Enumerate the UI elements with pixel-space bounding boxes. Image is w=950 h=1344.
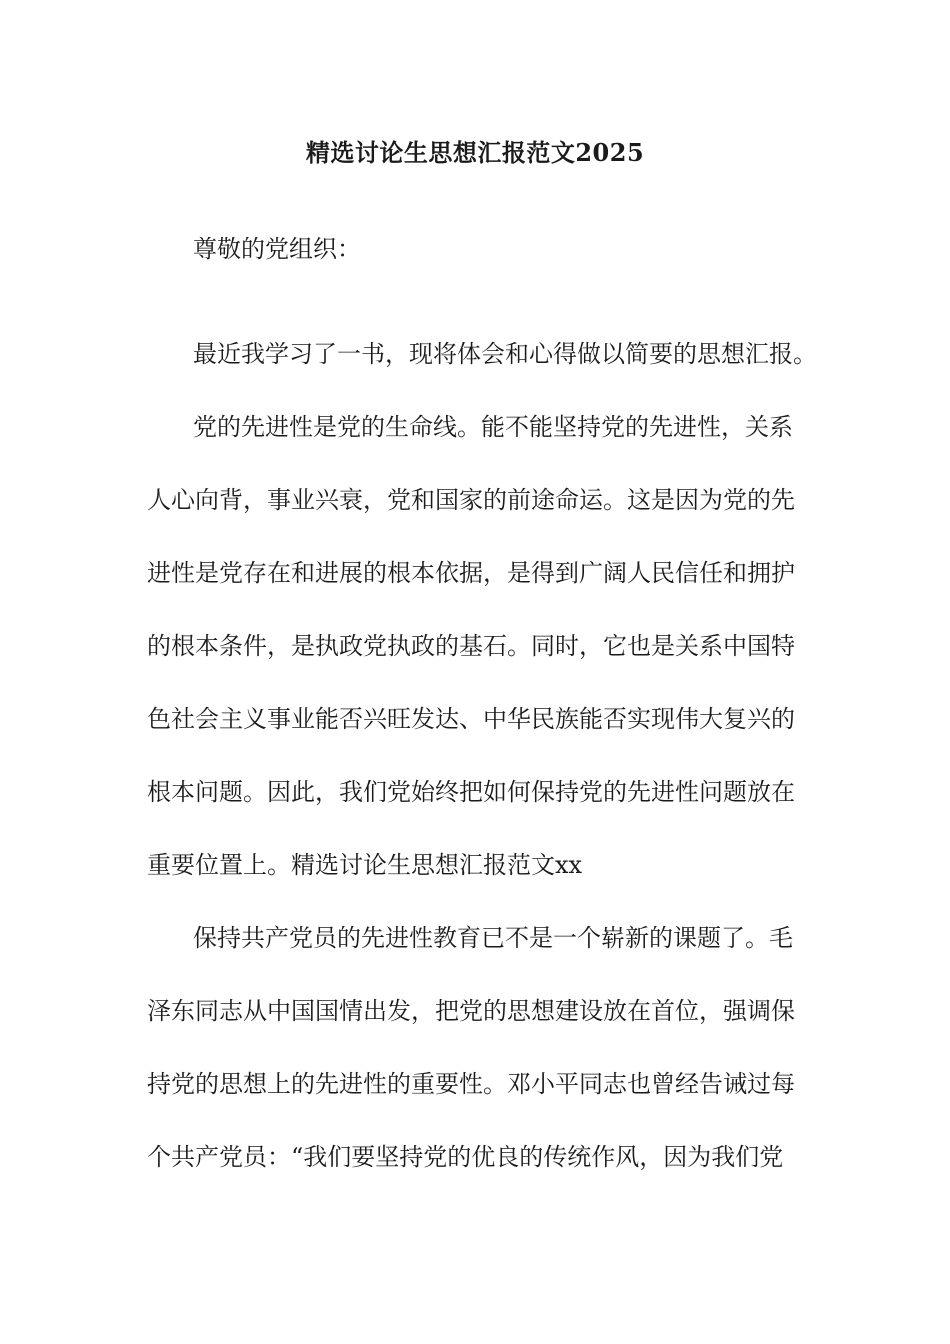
paragraph-2-line-4: 的根本条件，是执政党执政的基石。同时，它也是关系中国特 <box>147 632 795 660</box>
paragraph-2-line-3: 进性是党存在和进展的根本依据，是得到广阔人民信任和拥护 <box>147 559 795 587</box>
paragraph-3-line-3: 持党的思想上的先进性的重要性。邓小平同志也曾经告诫过每 <box>147 1070 795 1098</box>
salutation-line: 尊敬的党组织： <box>193 235 361 263</box>
paragraph-2-line-2: 人心向背，事业兴衰，党和国家的前途命运。这是因为党的先 <box>147 486 795 514</box>
paragraph-3-line-1: 保持共产党员的先进性教育已不是一个崭新的课题了。毛 <box>193 924 793 952</box>
paragraph-2-line-5: 色社会主义事业能否兴旺发达、中华民族能否实现伟大复兴的 <box>147 705 795 733</box>
document-title: 精选讨论生思想汇报范文2025 <box>305 138 645 167</box>
paragraph-3-line-2: 泽东同志从中国国情出发，把党的思想建设放在首位，强调保 <box>147 997 795 1025</box>
paragraph-1-line-1: 最近我学习了一书，现将体会和心得做以简要的思想汇报。 <box>193 340 817 368</box>
paragraph-2-line-7: 重要位置上。精选讨论生思想汇报范文xx <box>147 851 583 879</box>
paragraph-2-line-1: 党的先进性是党的生命线。能不能坚持党的先进性，关系 <box>193 413 793 441</box>
paragraph-3-line-4: 个共产党员：“我们要坚持党的优良的传统作风，因为我们党 <box>147 1143 784 1171</box>
paragraph-2-line-6: 根本问题。因此，我们党始终把如何保持党的先进性问题放在 <box>147 778 795 806</box>
